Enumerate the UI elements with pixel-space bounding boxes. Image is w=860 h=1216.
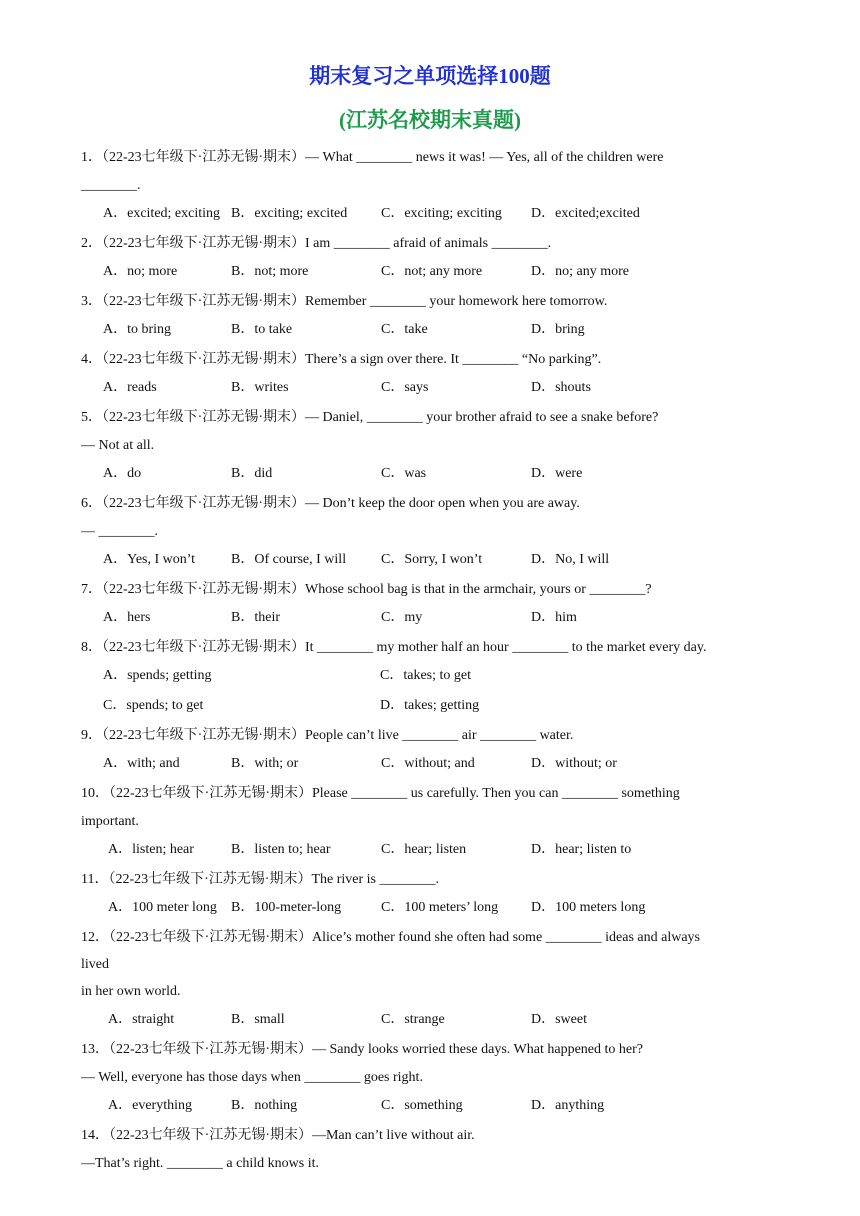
question-10 — [81, 783, 781, 869]
option-a: A．reads — [103, 380, 157, 395]
question-9 — [81, 725, 781, 783]
question-8 — [81, 637, 781, 725]
options-row — [81, 377, 781, 407]
options-row — [81, 549, 781, 579]
option-a: A．everything — [108, 1098, 192, 1113]
options-row — [81, 463, 781, 493]
option-b: B．listen to; hear — [231, 842, 331, 857]
option-c: C．says — [381, 380, 429, 395]
options-row — [81, 1009, 781, 1039]
question-3 — [81, 291, 781, 349]
question-text: — Not at all. — [81, 438, 155, 453]
option-c: C．my — [381, 610, 423, 625]
option-b: B．writes — [231, 380, 289, 395]
question-text: in her own world. — [81, 984, 181, 999]
option-d: D．hear; listen to — [531, 842, 632, 857]
option-b: B．with; or — [231, 756, 299, 771]
option-d: D．100 meters long — [531, 900, 646, 915]
question-14 — [81, 1125, 781, 1181]
option-b: B．Of course, I will — [231, 552, 347, 567]
question-list — [81, 147, 781, 1181]
option-a: A．hers — [103, 610, 151, 625]
question-1 — [81, 147, 781, 233]
option-c: C．Sorry, I won’t — [381, 552, 483, 567]
question-text: 2．（22-23七年级下·江苏无锡·期末）I am ________ afraid of animals ________. — [81, 236, 552, 251]
question-13 — [81, 1039, 781, 1125]
option-c: C．exciting; exciting — [381, 206, 502, 221]
option-a: A．excited; exciting — [103, 206, 221, 221]
options-row — [81, 839, 781, 869]
option-a: A．Yes, I won’t — [103, 552, 196, 567]
option-b: B．100-meter-long — [231, 900, 342, 915]
option-c: C．spends; to get — [103, 698, 204, 713]
option-b: B．small — [231, 1012, 285, 1027]
page-title: 期末复习之单项选择100题 — [309, 64, 551, 88]
question-7 — [81, 579, 781, 637]
question-5 — [81, 407, 781, 493]
question-text: important. — [81, 814, 139, 829]
question-text: 7．（22-23七年级下·江苏无锡·期末）Whose school bag is that in the armchair, yours or ________? — [81, 582, 652, 597]
options-row — [81, 665, 781, 695]
option-d: D．shouts — [531, 380, 591, 395]
question-12 — [81, 927, 781, 1039]
option-c: C．strange — [381, 1012, 445, 1027]
question-6 — [81, 493, 781, 579]
option-d: D．without; or — [531, 756, 617, 771]
option-d: D．anything — [531, 1098, 605, 1113]
question-text: 1．（22-23七年级下·江苏无锡·期末）— What ________ news it was! — Yes, all of the children were — [81, 150, 664, 165]
question-text: 8．（22-23七年级下·江苏无锡·期末）It ________ my mother half an hour ________ to the market every day. — [81, 640, 707, 655]
question-4 — [81, 349, 781, 407]
question-text: 11．（22-23七年级下·江苏无锡·期末）The river is ________. — [81, 872, 439, 887]
option-c: C．was — [381, 466, 427, 481]
option-c: C．something — [381, 1098, 463, 1113]
option-d: D．no; any more — [531, 264, 629, 279]
option-d: D．takes; getting — [380, 698, 480, 713]
option-b: B．nothing — [231, 1098, 298, 1113]
option-a: A．100 meter long — [108, 900, 217, 915]
option-d: D．bring — [531, 322, 585, 337]
option-b: B．not; more — [231, 264, 309, 279]
question-11 — [81, 869, 781, 927]
option-a: A．no; more — [103, 264, 178, 279]
option-b: B．did — [231, 466, 273, 481]
option-a: A．do — [103, 466, 142, 481]
question-text: 6．（22-23七年级下·江苏无锡·期末）— Don’t keep the door open when you are away. — [81, 496, 580, 511]
options-row — [81, 753, 781, 783]
question-text: 3．（22-23七年级下·江苏无锡·期末）Remember ________ your homework here tomorrow. — [81, 294, 608, 309]
question-text: 10．（22-23七年级下·江苏无锡·期末）Please ________ us carefully. Then you can ________ something — [81, 786, 680, 801]
question-text: 5．（22-23七年级下·江苏无锡·期末）— Daniel, ________ your brother afraid to see a snake before? — [81, 410, 659, 425]
question-text: 13．（22-23七年级下·江苏无锡·期末）— Sandy looks worried these days. What happened to her? — [81, 1042, 643, 1057]
option-d: D．excited;excited — [531, 206, 640, 221]
options-row — [81, 319, 781, 349]
options-row — [81, 203, 781, 233]
question-2 — [81, 233, 781, 291]
option-c: C．not; any more — [381, 264, 483, 279]
option-b: C．takes; to get — [380, 668, 471, 683]
option-b: B．their — [231, 610, 280, 625]
options-row — [81, 1095, 781, 1125]
option-c: C．100 meters’ long — [381, 900, 499, 915]
option-a: A．straight — [108, 1012, 175, 1027]
option-b: B．exciting; excited — [231, 206, 348, 221]
question-text: — Well, everyone has those days when ________ goes right. — [81, 1070, 423, 1085]
page-subtitle: (江苏名校期末真题) — [339, 108, 521, 132]
question-text: — ________. — [81, 524, 158, 539]
option-d: D．sweet — [531, 1012, 587, 1027]
options-row — [81, 607, 781, 637]
question-text: 4．（22-23七年级下·江苏无锡·期末）There’s a sign over there. It ________ “No parking”. — [81, 352, 602, 367]
question-text: 14．（22-23七年级下·江苏无锡·期末）—Man can’t live without air. — [81, 1128, 475, 1143]
option-a: A．to bring — [103, 322, 172, 337]
option-c: C．take — [381, 322, 428, 337]
option-c: C．without; and — [381, 756, 475, 771]
options-row — [81, 897, 781, 927]
options-row — [81, 695, 781, 725]
option-d: D．him — [531, 610, 577, 625]
option-a: A．spends; getting — [103, 668, 212, 683]
option-a: A．with; and — [103, 756, 180, 771]
option-b: B．to take — [231, 322, 293, 337]
question-text: lived — [81, 957, 109, 972]
question-text: —That’s right. ________ a child knows it. — [81, 1156, 319, 1171]
option-c: C．hear; listen — [381, 842, 467, 857]
question-text: 9．（22-23七年级下·江苏无锡·期末）People can’t live ________ air ________ water. — [81, 728, 574, 743]
option-a: A．listen; hear — [108, 842, 194, 857]
option-d: D．No, I will — [531, 552, 610, 567]
options-row — [81, 261, 781, 291]
option-d: D．were — [531, 466, 583, 481]
question-text: ________. — [81, 178, 141, 193]
question-text: 12．（22-23七年级下·江苏无锡·期末）Alice’s mother found she often had some ________ ideas and always — [81, 930, 701, 945]
